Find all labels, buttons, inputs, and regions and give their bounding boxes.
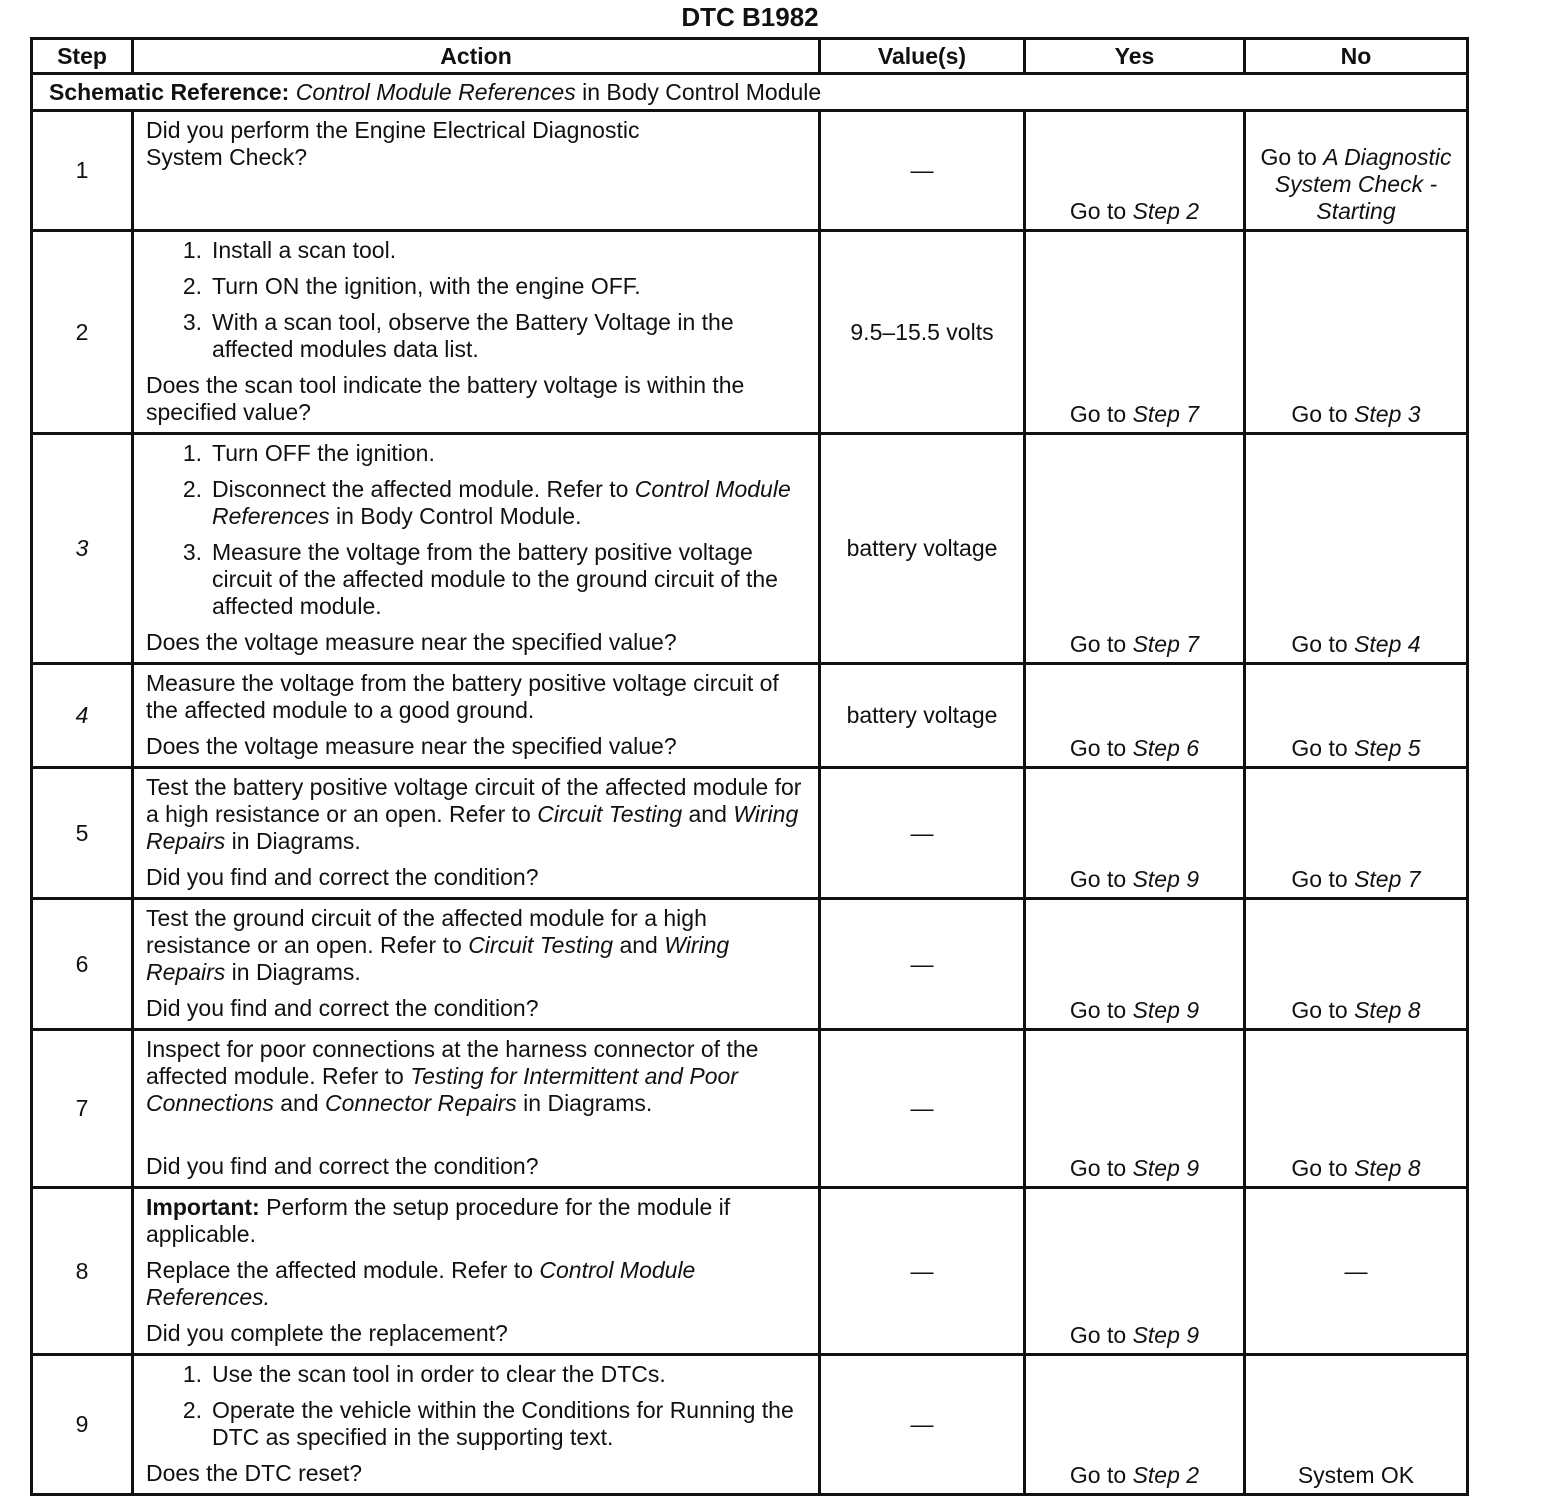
table-row	[32, 231, 1468, 434]
step-number: 8	[32, 1188, 133, 1355]
diagnostic-table	[30, 37, 1469, 1496]
step-link: Step 7	[1132, 631, 1200, 657]
yes-cell	[1025, 1188, 1245, 1355]
step-number: 9	[32, 1355, 133, 1495]
action-text: Did you perform the Engine Electrical Diagnostic System Check?	[146, 117, 640, 170]
goto-text: Go to	[1069, 866, 1127, 892]
list-item: 1. Turn OFF the ignition.	[182, 440, 435, 466]
page-title: DTC B1982	[681, 2, 819, 32]
value-cell: battery voltage	[820, 434, 1025, 664]
action-text	[146, 905, 806, 986]
list-item: 2. Operate the vehicle within the Conditions for Running the DTC as specified in the supporting text.	[146, 1397, 806, 1451]
list-item-pre: Disconnect the affected module. Refer to	[212, 476, 629, 502]
and-text: and	[619, 932, 658, 958]
header-step: Step	[32, 39, 133, 74]
goto-text: Go to	[1291, 401, 1348, 427]
schematic-label: Schematic Reference:	[49, 78, 290, 105]
no-cell: System OK	[1245, 1355, 1468, 1495]
list-item-text: Turn ON the ignition, with the engine OFF.	[212, 273, 641, 299]
list-item: 1. Use the scan tool in order to clear the DTCs.	[182, 1361, 666, 1387]
header-values: Value(s)	[820, 39, 1025, 74]
step-number: 3	[32, 434, 133, 664]
step-number: 5	[32, 768, 133, 899]
table-row	[32, 664, 1468, 768]
yes-cell	[1025, 111, 1245, 231]
step-link: Step 3	[1354, 401, 1421, 427]
question-text: Does the voltage measure near the specified value?	[146, 629, 677, 655]
question-text: Did you complete the replacement?	[146, 1320, 508, 1346]
goto-text: Go to	[1069, 1155, 1127, 1181]
list-item-text: Install a scan tool.	[212, 237, 397, 263]
action-cell	[133, 231, 820, 434]
step-number: 1	[32, 111, 133, 231]
yes-cell	[1025, 1355, 1245, 1495]
list-item-post: in Body Control Module.	[336, 503, 582, 529]
goto-text: Go to	[1291, 735, 1348, 761]
step-link: Step 9	[1132, 1322, 1200, 1348]
important-text: Perform the setup procedure for the module if applicable.	[146, 1194, 731, 1247]
header-action: Action	[133, 39, 820, 74]
value-cell: —	[820, 1355, 1025, 1495]
list-item-text: Operate the vehicle within the Conditions for Running the DTC as specified in the supporting text.	[212, 1397, 794, 1450]
action-list	[146, 440, 806, 620]
action-post: in Diagrams.	[231, 959, 361, 985]
step-link: Step 7	[1354, 866, 1421, 892]
action-pre: Replace the affected module. Refer to	[146, 1257, 533, 1283]
step-link: Step 9	[1132, 997, 1200, 1023]
table-row	[32, 899, 1468, 1030]
no-cell	[1245, 1030, 1468, 1188]
list-item: 2. Disconnect the affected module. Refer to Control Module References in Body Control Module.	[146, 476, 806, 530]
step-link: Step 9	[1132, 1155, 1200, 1181]
list-item-text: Use the scan tool in order to clear the DTCs.	[212, 1361, 666, 1387]
action-post: in Diagrams.	[231, 828, 361, 854]
value-cell: 9.5–15.5 volts	[820, 231, 1025, 434]
action-cell	[133, 664, 820, 768]
action-cell	[133, 768, 820, 899]
list-item: 3. Measure the voltage from the battery positive voltage circuit of the affected module to the ground circuit of the affected module.	[146, 539, 806, 620]
step-link: A Diagnostic System Check - Starting	[1274, 144, 1452, 224]
step-link: Step 2	[1132, 198, 1200, 224]
ref-link: Testing for Intermittent and Poor Connections	[146, 1063, 738, 1116]
yes-cell	[1025, 664, 1245, 768]
schematic-suffix: in Body Control Module	[582, 78, 822, 105]
important-note	[146, 1194, 806, 1248]
step-number: 6	[32, 899, 133, 1030]
goto-text: Go to	[1069, 198, 1127, 224]
yes-cell	[1025, 768, 1245, 899]
schematic-reference	[32, 74, 1468, 111]
question-text: Does the voltage measure near the specified value?	[146, 733, 677, 759]
goto-text: Go to	[1069, 1462, 1127, 1488]
value-cell: —	[820, 1188, 1025, 1355]
step-link: Step 2	[1132, 1462, 1200, 1488]
goto-text: Go to	[1291, 631, 1348, 657]
action-cell	[133, 1355, 820, 1495]
action-cell	[133, 434, 820, 664]
table-row	[32, 768, 1468, 899]
list-item-text: With a scan tool, observe the Battery Voltage in the affected modules data list.	[212, 309, 734, 362]
list-item-text: Measure the voltage from the battery positive voltage circuit of the affected module to the ground circuit of the affected module.	[212, 539, 778, 619]
action-list	[146, 1361, 806, 1451]
goto-text: Go to	[1069, 997, 1127, 1023]
action-cell	[133, 899, 820, 1030]
yes-cell	[1025, 434, 1245, 664]
question-text: Does the DTC reset?	[146, 1460, 363, 1486]
action-text	[146, 1036, 806, 1117]
action-pre: Test the ground circuit of the affected module for a high resistance or an open. Refer to	[146, 905, 707, 958]
question-text: Does the scan tool indicate the battery voltage is within the specified value?	[146, 372, 745, 425]
goto-text: Go to	[1069, 401, 1127, 427]
action-pre: Test the battery positive voltage circuit of the affected module for a high resistance or an open. Refer to	[146, 774, 802, 827]
table-row	[32, 434, 1468, 664]
and-text: and	[280, 1090, 319, 1116]
no-cell	[1245, 768, 1468, 899]
step-link: Step 9	[1132, 866, 1200, 892]
value-cell: —	[820, 111, 1025, 231]
list-item-text	[202, 476, 806, 530]
ref-link: Circuit Testing	[468, 932, 614, 958]
goto-text: Go to	[1291, 866, 1348, 892]
yes-cell	[1025, 1030, 1245, 1188]
step-link: Step 8	[1354, 1155, 1421, 1181]
list-item: 2. Turn ON the ignition, with the engine OFF.	[182, 273, 641, 299]
table-row	[32, 1355, 1468, 1495]
list-item-text: Turn OFF the ignition.	[212, 440, 435, 466]
step-link: Step 4	[1354, 631, 1421, 657]
no-cell	[1245, 231, 1468, 434]
yes-cell	[1025, 899, 1245, 1030]
action-cell	[133, 1030, 820, 1188]
schematic-reference-row	[32, 74, 1468, 111]
question-text: Did you find and correct the condition?	[146, 995, 539, 1021]
goto-text: Go to	[1291, 997, 1348, 1023]
ref-link: Circuit Testing	[537, 801, 683, 827]
step-link: Step 7	[1132, 401, 1200, 427]
action-post: in Diagrams.	[523, 1090, 653, 1116]
no-cell: —	[1245, 1188, 1468, 1355]
header-row	[32, 39, 1468, 74]
list-item: 1. Install a scan tool.	[182, 237, 397, 263]
no-cell	[1245, 664, 1468, 768]
ref-link: Wiring Repairs	[146, 801, 799, 854]
step-link: Step 5	[1354, 735, 1421, 761]
step-number: 2	[32, 231, 133, 434]
goto-text: Go to	[1069, 1322, 1127, 1348]
important-label: Important:	[146, 1194, 260, 1220]
header-yes: Yes	[1025, 39, 1245, 74]
ref-link: Control Module References	[212, 476, 791, 529]
no-cell	[1245, 899, 1468, 1030]
and-text: and	[688, 801, 727, 827]
ref-link: Control Module References.	[146, 1257, 696, 1310]
list-item: 3. With a scan tool, observe the Battery Voltage in the affected modules data list.	[146, 309, 806, 363]
yes-cell	[1025, 231, 1245, 434]
step-number: 4	[32, 664, 133, 768]
goto-text: Go to	[1069, 631, 1127, 657]
value-cell: —	[820, 1030, 1025, 1188]
value-cell: —	[820, 899, 1025, 1030]
ref-link: Wiring Repairs	[146, 932, 730, 985]
action-cell	[133, 1188, 820, 1355]
goto-text: Go to	[1291, 1155, 1348, 1181]
action-list	[146, 237, 806, 363]
schematic-ref-link: Control Module References	[295, 78, 576, 105]
table-row	[32, 1188, 1468, 1355]
step-link: Step 8	[1354, 997, 1421, 1023]
action-text	[146, 1257, 806, 1311]
action-text	[146, 774, 806, 855]
action-text: Measure the voltage from the battery positive voltage circuit of the affected module to a good ground.	[146, 670, 779, 723]
header-no: No	[1245, 39, 1468, 74]
value-cell: —	[820, 768, 1025, 899]
action-cell	[133, 111, 820, 231]
step-link: Step 6	[1132, 735, 1200, 761]
ref-link: Connector Repairs	[325, 1090, 517, 1116]
step-number: 7	[32, 1030, 133, 1188]
question-text: Did you find and correct the condition?	[146, 1153, 539, 1179]
no-cell	[1245, 434, 1468, 664]
question-text: Did you find and correct the condition?	[146, 864, 539, 890]
value-cell: battery voltage	[820, 664, 1025, 768]
goto-text: Go to	[1069, 735, 1127, 761]
action-pre: Inspect for poor connections at the harness connector of the affected module. Refer to	[146, 1036, 759, 1089]
table-row	[32, 1030, 1468, 1188]
no-cell	[1245, 111, 1468, 231]
goto-text: Go to	[1260, 144, 1317, 170]
table-row	[32, 111, 1468, 231]
